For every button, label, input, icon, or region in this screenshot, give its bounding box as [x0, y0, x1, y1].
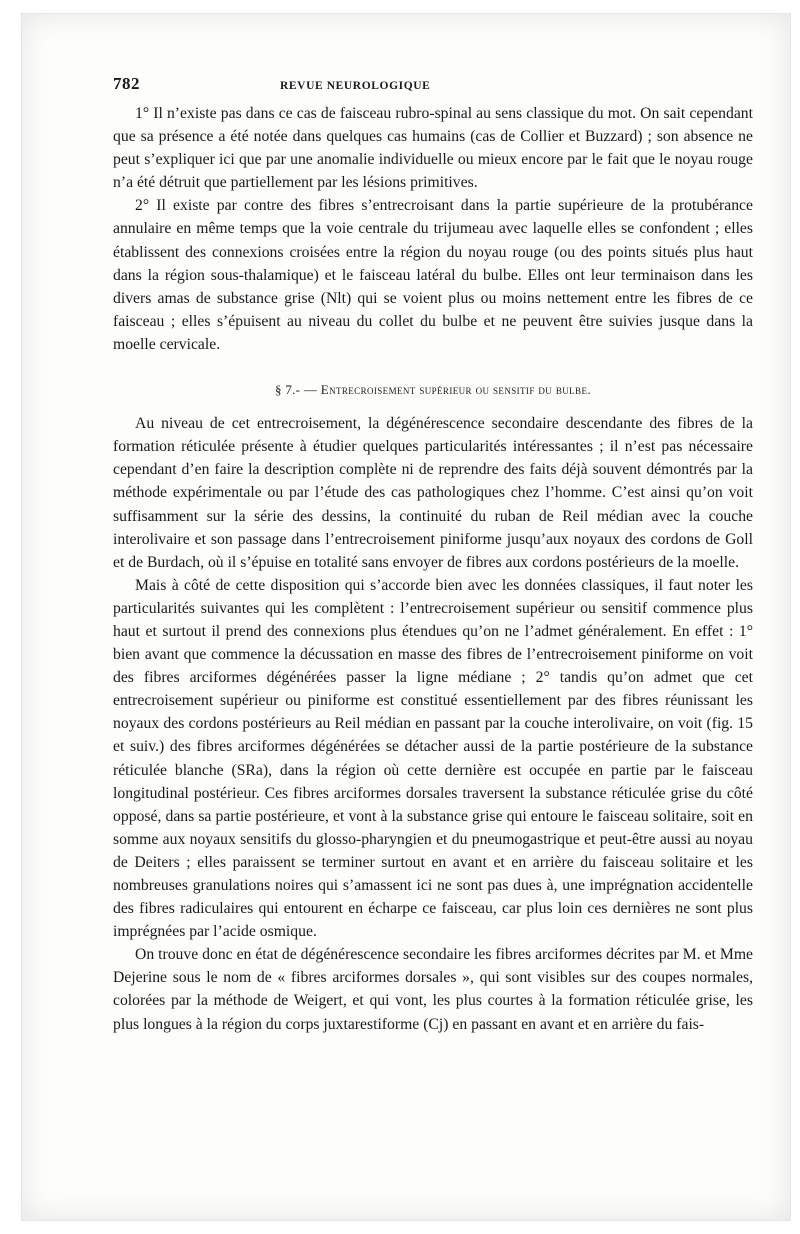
scanned-page — [22, 14, 790, 1220]
paragraph: 2° Il existe par contre des fibres s’entrecroisant dans la partie supérieure de la protubérance annulaire en même temps que la voie centrale du trijumeau avec laquelle elles se confondent ; elles établissent des connexions croisées entre la région du noyau rouge (ou des points situés plus haut dans la région sous-thalamique) et le faisceau latéral du bulbe. Elles ont leur terminaison dans les divers amas de substance grise (Nlt) qui se voient plus ou moins nettement entre les fibres de ce faisceau ; elles s’épuisent au niveau du collet du bulbe et ne peuvent être suivies jusque dans la moelle cervicale. — [113, 197, 753, 353]
running-head — [113, 72, 753, 102]
paragraph: 1° Il n’existe pas dans ce cas de faisceau rubro-spinal au sens classique du mot. On sait cependant que sa présence a été notée dans quelques cas humains (cas de Collier et Buzzard) ; son absence ne peut s’expliquer ici que par une anomalie individuelle ou mieux encore par le fait que le noyau rouge n’a été détruit que partiellement par les lésions primitives. — [113, 105, 753, 192]
paragraph: Au niveau de cet entrecroisement, la dégénérescence secondaire descendante des fibres de la formation réticulée présente à étudier quelques particularités intéressantes ; il n’est pas nécessaire cependant d’en faire la description complète ni de reprendre des faits déjà souvent démontrés par la méthode expérimentale ou par l’étude des cas pathologiques chez l’homme. C’est ainsi qu’on voit suffisamment sur la série des dessins, la continuité du ruban de Reil médian avec la couche interolivaire et son passage dans l’entrecroisement piniforme jusqu’aux noyaux des cordons de Goll et de Burdach, où il s’épuise en totalité sans envoyer de fibres aux cordons postérieurs de la moelle. — [113, 415, 753, 571]
section-title: Entrecroisement supérieur ou sensitif du bulbe. — [320, 382, 591, 398]
page-number: 782 — [113, 74, 140, 93]
section-number: § 7.- — — [274, 382, 318, 398]
section-heading — [113, 378, 753, 401]
journal-title: REVUE NEUROLOGIQUE — [280, 80, 431, 92]
page-content — [113, 72, 753, 1036]
paragraph: Mais à côté de cette disposition qui s’accorde bien avec les données classiques, il faut noter les particularités suivantes qui les complètent : l’entrecroisement supérieur ou sensitif commence plus haut et surtout il prend des connexions plus étendues qu’on ne l’admet généralement. En effet : 1° bien avant que commence la décussation en masse des fibres de l’entrecroisement piniforme on voit des fibres arciformes dégénérées passer la ligne médiane ; 2° tandis qu’on admet que cet entrecroisement supérieur ou piniforme est constitué essentiellement par des fibres réunissant les noyaux des cordons postérieurs au Reil médian en passant par la couche interolivaire, on voit (fig. 15 et suiv.) des fibres arciformes dégénérées se détacher aussi de la partie postérieure de la substance réticulée blanche (SRa), dans la région où cette dernière est occupée en partie par le faisceau longitudinal postérieur. Ces fibres arciformes dorsales traversent la substance réticulée grise du côté opposé, dans sa partie postérieure, et vont à la substance grise qui entoure le faisceau solitaire, soit en somme aux noyaux sensitifs du glosso-pharyngien et du pneumogastrique et peut-être aussi au noyau de Deiters ; elles paraissent se terminer surtout en avant et en arrière du faisceau solitaire et les nombreuses granulations noires qui s’amassent ici ne sont pas dues à, une imprégnation accidentelle des fibres radiculaires qui entourent en écharpe ce faisceau, car plus loin ces dernières ne sont plus imprégnées par l’acide osmique. — [113, 576, 753, 941]
paragraph: On trouve donc en état de dégénérescence secondaire les fibres arciformes décrites par M. et Mme Dejerine sous le nom de « fibres arciformes dorsales », qui sont visibles sur des coupes normales, colorées par la méthode de Weigert, et qui vont, les plus courtes à la formation réticulée grise, les plus longues à la région du corps juxtarestiforme (Cj) en passant en avant et en arrière du fais- — [113, 946, 753, 1033]
